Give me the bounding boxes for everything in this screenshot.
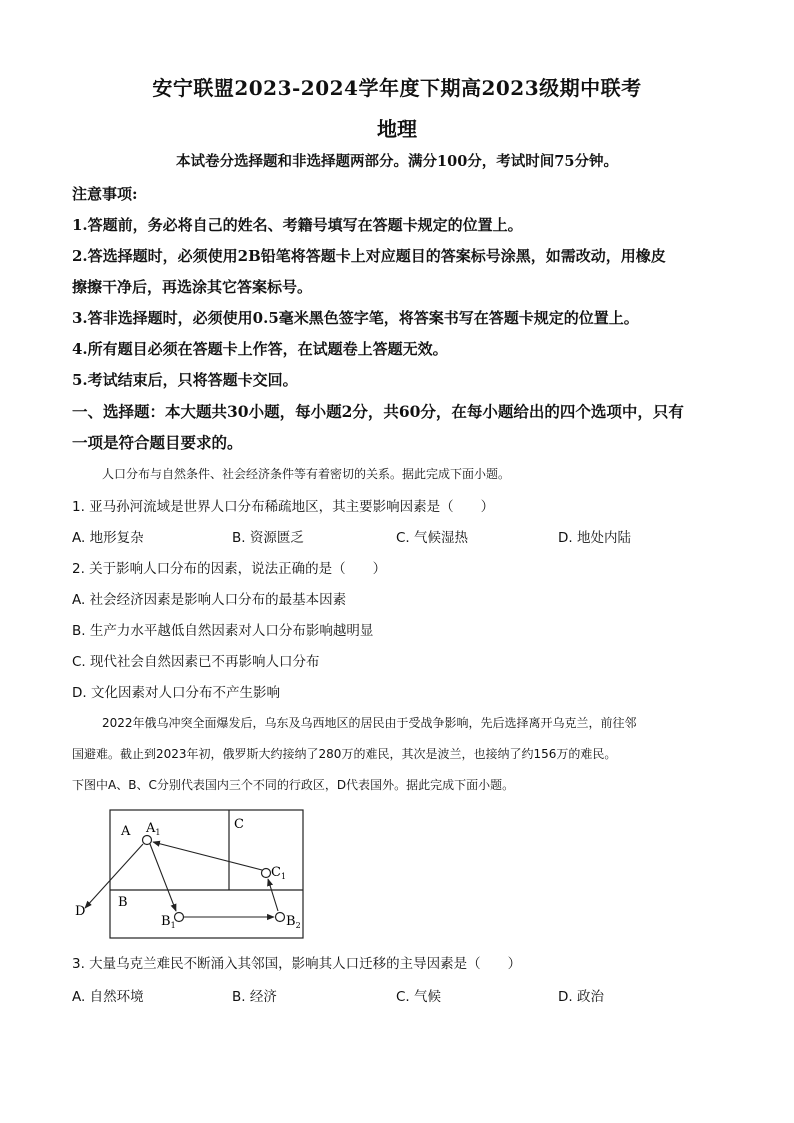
q3-option-c[interactable]: C. 气候 <box>396 989 442 1005</box>
arrow-c1-to-a1 <box>153 842 262 870</box>
q2-option-b[interactable]: B. 生产力水平越低自然因素对人口分布影响越明显 <box>72 623 374 639</box>
exam-intro: 本试卷分选择题和非选择题两部分。满分100分，考试时间75分钟。 <box>176 153 618 170</box>
q1-option-c[interactable]: C. 气候湿热 <box>396 530 469 546</box>
question-3-stem: 3. 大量乌克兰难民不断涌入其邻国，影响其人口迁移的主导因素是（ ） <box>72 956 522 972</box>
notice-item: 1.答题前，务必将自己的姓名、考籍号填写在答题卡规定的位置上。 <box>72 216 523 234</box>
point-b2-label: $B_2$ <box>286 914 301 930</box>
notice-item: 擦擦干净后，再选涂其它答案标号。 <box>72 278 313 296</box>
point-c1-label: $C_1$ <box>271 865 287 881</box>
outside-d-label: D <box>75 904 86 919</box>
point-a1 <box>143 836 152 845</box>
notice-item: 4.所有题目必须在答题卡上作答，在试题卷上答题无效。 <box>72 340 448 358</box>
point-c1 <box>262 869 271 878</box>
group2-lead-line: 国避难。截止到2023年初，俄罗斯大约接纳了280万的难民，其次是波兰，也接纳了约156万的难民。 <box>72 747 617 761</box>
point-b1-label: $B_1$ <box>161 914 176 930</box>
point-b1 <box>175 913 184 922</box>
q1-option-d[interactable]: D. 地处内陆 <box>558 530 631 546</box>
point-a1-label: $A_1$ <box>146 821 161 837</box>
notice-item: 2.答选择题时，必须使用2B铅笔将答题卡上对应题目的答案标号涂黑，如需改动，用橡皮 <box>72 247 666 265</box>
section-heading-cont: 一项是符合题目要求的。 <box>72 433 243 452</box>
region-c-label: C <box>234 817 244 832</box>
arrow-a1-to-d <box>85 844 143 908</box>
section-heading: 一、选择题：本大题共30小题，每小题2分，共60分，在每小题给出的四个选项中，只有 <box>72 402 684 421</box>
exam-title: 安宁联盟2023-2024学年度下期高2023级期中联考 <box>152 76 642 100</box>
q3-option-a[interactable]: A. 自然环境 <box>72 989 144 1005</box>
migration-diagram <box>70 805 310 945</box>
notice-heading: 注意事项: <box>72 185 138 203</box>
group2-lead-line: 2022年俄乌冲突全面爆发后，乌东及乌西地区的居民由于受战争影响，先后选择离开乌克兰，前往邻 <box>102 716 637 730</box>
q3-option-d[interactable]: D. 政治 <box>558 989 604 1005</box>
group2-lead-line: 下图中A、B、C分别代表国内三个不同的行政区，D代表国外。据此完成下面小题。 <box>72 778 515 792</box>
region-a-label: A <box>121 824 131 839</box>
q2-option-c[interactable]: C. 现代社会自然因素已不再影响人口分布 <box>72 654 320 670</box>
question-1-stem: 1. 亚马孙河流域是世界人口分布稀疏地区，其主要影响因素是（ ） <box>72 499 495 515</box>
q1-option-b[interactable]: B. 资源匮乏 <box>232 530 304 546</box>
subject-title: 地理 <box>377 117 417 141</box>
arrow-b2-to-c1 <box>268 879 278 911</box>
point-b2 <box>276 913 285 922</box>
question-2-stem: 2. 关于影响人口分布的因素，说法正确的是（ ） <box>72 561 387 577</box>
group1-lead: 人口分布与自然条件、社会经济条件等有着密切的关系。据此完成下面小题。 <box>102 467 511 481</box>
arrow-a1-to-b1 <box>150 844 176 911</box>
q3-option-b[interactable]: B. 经济 <box>232 989 277 1005</box>
q2-option-a[interactable]: A. 社会经济因素是影响人口分布的最基本因素 <box>72 592 347 608</box>
region-b-label: B <box>118 895 128 910</box>
q2-option-d[interactable]: D. 文化因素对人口分布不产生影响 <box>72 685 280 701</box>
notice-item: 3.答非选择题时，必须使用0.5毫米黑色签字笔，将答案书写在答题卡规定的位置上。 <box>72 309 639 327</box>
q1-option-a[interactable]: A. 地形复杂 <box>72 530 144 546</box>
notice-item: 5.考试结束后，只将答题卡交回。 <box>72 371 298 389</box>
